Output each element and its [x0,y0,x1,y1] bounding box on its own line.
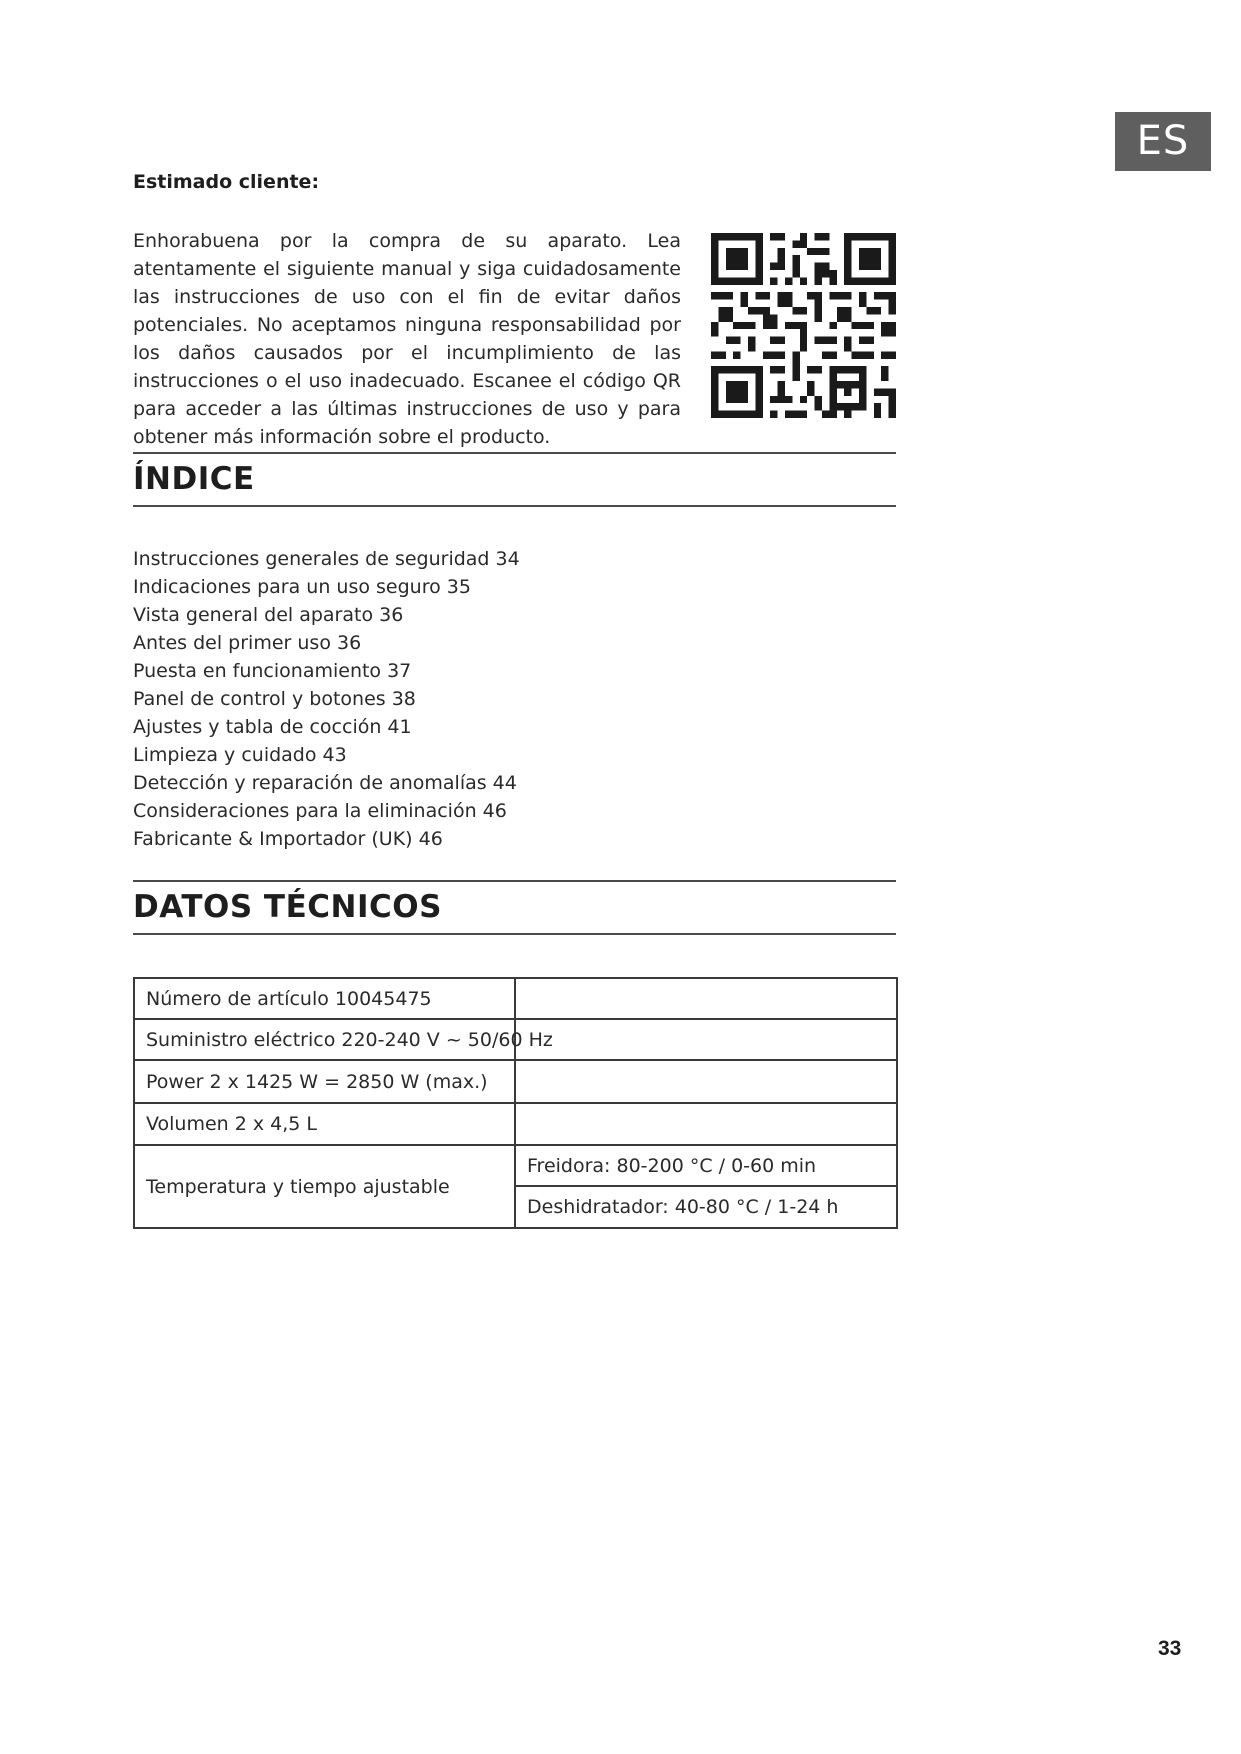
spec-label: Temperatura y tiempo ajustable [134,1145,515,1228]
index-bottom-rule [133,505,896,507]
spec-value: Freidora: 80-200 °C / 0-60 min [515,1145,897,1186]
toc-item: Panel de control y botones 38 [133,688,416,710]
spec-value [515,1060,897,1103]
toc-item: Fabricante & Importador (UK) 46 [133,828,443,850]
technical-data-table [133,977,898,1229]
technical-top-rule [133,880,896,882]
toc-item: Vista general del aparato 36 [133,604,404,626]
spec-label: Número de artículo 10045475 [134,978,515,1019]
toc-item: Consideraciones para la eliminación 46 [133,800,507,822]
table-row [134,1060,897,1103]
technical-title: DATOS TÉCNICOS [133,889,442,925]
technical-bottom-rule [133,933,896,935]
spec-label: Power 2 x 1425 W = 2850 W (max.) [134,1060,515,1103]
toc-item: Detección y reparación de anomalías 44 [133,772,517,794]
toc-item: Antes del primer uso 36 [133,632,362,654]
table-row [134,1103,897,1145]
qr-code-icon [711,233,896,418]
toc-item: Indicaciones para un uso seguro 35 [133,576,471,598]
spec-label: Suministro eléctrico 220-240 V ~ 50/60 Hz [134,1019,515,1060]
toc-item: Ajustes y tabla de cocción 41 [133,716,412,738]
index-top-rule [133,452,896,454]
greeting-heading: Estimado cliente: [133,171,320,193]
spec-value [515,1103,897,1145]
intro-paragraph: Enhorabuena por la compra de su aparato. Lea atentamente el siguiente manual y siga cuidadosamente las instrucciones de uso con el fin de evitar daños potenciales. No aceptamos ninguna responsabilidad por los daños causados por el incumplimiento de las instrucciones o el uso inadecuado. Escanee el código QR para acceder a las últimas instrucciones de uso y para obtener más información sobre el producto. [133,230,681,448]
spec-value [515,978,897,1019]
toc-item: Puesta en funcionamiento 37 [133,660,412,682]
index-title: ÍNDICE [133,461,255,497]
page-number: 33 [1158,1637,1182,1660]
spec-value [515,1019,897,1060]
table-of-contents [133,545,520,853]
spec-value: Deshidratador: 40-80 °C / 1-24 h [515,1186,897,1228]
table-row [134,1145,897,1186]
toc-item: Limpieza y cuidado 43 [133,744,347,766]
intro-text-block [133,227,681,451]
spec-label: Volumen 2 x 4,5 L [134,1103,515,1145]
table-row [134,1019,897,1060]
language-tab: ES [1115,112,1211,171]
toc-item: Instrucciones generales de seguridad 34 [133,548,520,570]
table-row [134,978,897,1019]
